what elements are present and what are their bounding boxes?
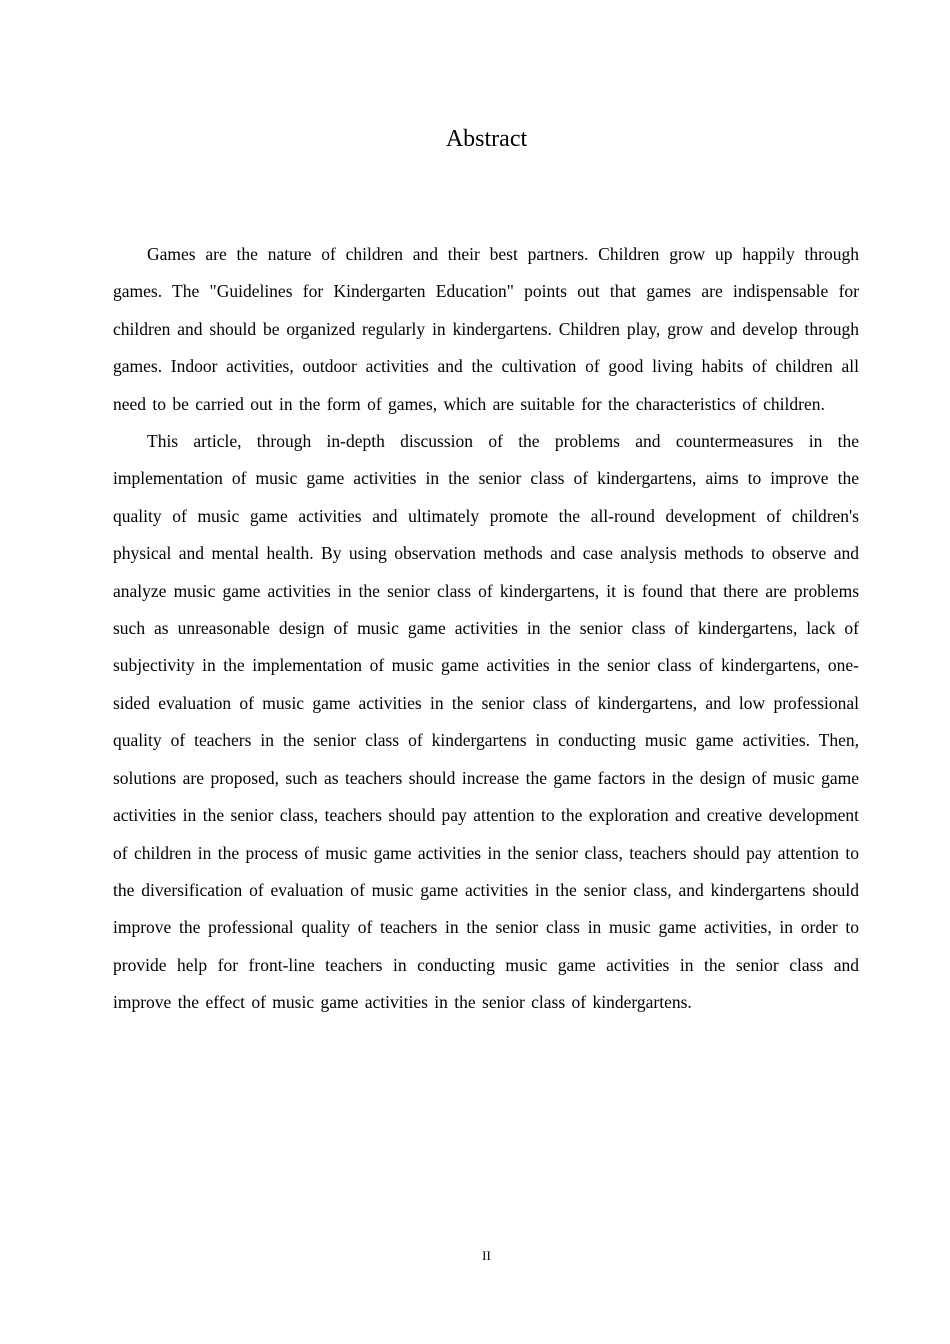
- abstract-body: [113, 236, 859, 1022]
- page-title: Abstract: [445, 126, 528, 152]
- page-number: II: [482, 1248, 491, 1263]
- abstract-paragraph-2: This article, through in-depth discussion of the problems and countermeasures in the implementation of music game activities in the senior class of kindergartens, aims to improve the quality of music game activities and ultimately promote the all-round development of children's physical and mental health. By using observation methods and case analysis methods to observe and analyze music game activities in the senior class of kindergartens, it is found that there are problems such as unreasonable design of music game activities in the senior class of kindergartens, lack of subjectivity in the implementation of music game activities in the senior class of kindergartens, one-sided evaluation of music game activities in the senior class of kindergartens, and low professional quality of teachers in the senior class of kindergartens in conducting music game activities. Then, solutions are proposed, such as teachers should increase the game factors in the design of music game activities in the senior class, teachers should pay attention to the exploration and creative development of children in the process of music game activities in the senior class, teachers should pay attention to the diversification of evaluation of music game activities in the senior class, and kindergartens should improve the professional quality of teachers in the senior class in music game activities, in order to provide help for front-line teachers in conducting music game activities in the senior class and improve the effect of music game activities in the senior class of kindergartens.: [113, 431, 859, 1013]
- abstract-paragraph-1: Games are the nature of children and their best partners. Children grow up happily through games. The "Guidelines for Kindergarten Education" points out that games are indispensable for children and should be organized regularly in kindergartens. Children play, grow and develop through games. Indoor activities, outdoor activities and the cultivation of good living habits of children all need to be carried out in the form of games, which are suitable for the characteristics of children.: [113, 244, 859, 414]
